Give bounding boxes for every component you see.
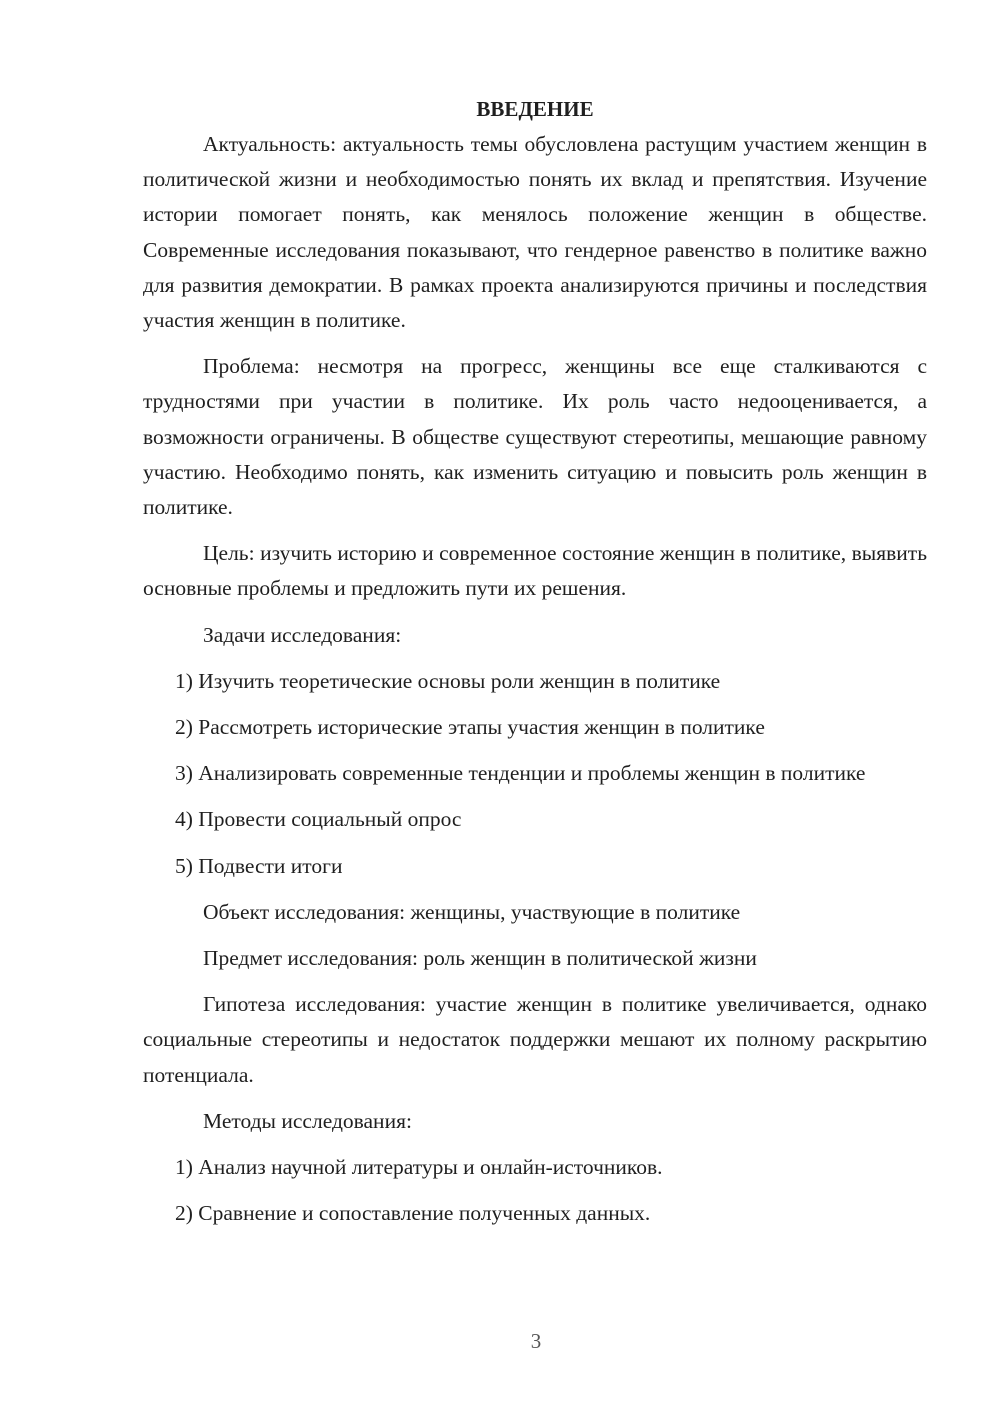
document-page — [143, 92, 927, 1242]
page-number: 3 — [530, 1329, 542, 1353]
task-item: 3) Анализировать современные тенденции и проблемы женщин в политике — [175, 761, 866, 786]
paragraph-hypothesis: Гипотеза исследования: участие женщин в политике увеличивается, однако социальные стереотипы и недостаток поддержки мешают их полному раскрытию потенциала. — [143, 992, 927, 1087]
paragraph-object: Объект исследования: женщины, участвующие в политике — [203, 899, 741, 924]
task-item: 5) Подвести итоги — [175, 853, 343, 878]
methods-heading: Методы исследования: — [203, 1108, 412, 1133]
tasks-heading: Задачи исследования: — [203, 622, 402, 647]
paragraph-relevance: Актуальность: актуальность темы обусловлена растущим участием женщин в политической жизни и необходимостью понять их вклад и препятствия. Изучение истории помогает понять, как менялось положение женщин в обществе. Современные исследования показывают, что гендерное равенство в политике важно для развития демократии. В рамках проекта анализируются причины и последствия участия женщин в политике. — [143, 132, 927, 333]
task-item: 4) Провести социальный опрос — [175, 807, 462, 832]
task-item: 1) Изучить теоретические основы роли женщин в политике — [175, 668, 721, 693]
paragraph-problem: Проблема: несмотря на прогресс, женщины все еще сталкиваются с трудностями при участии в политике. Их роль часто недооценивается, а возможности ограничены. В обществе существуют стереотипы, мешающие равному участию. Необходимо понять, как изменить ситуацию и повысить роль женщин в политике. — [143, 354, 927, 520]
page-title: ВВЕДЕНИЕ — [476, 97, 594, 121]
paragraph-goal: Цель: изучить историю и современное состояние женщин в политике, выявить основные проблемы и предложить пути их решения. — [143, 541, 927, 601]
method-item: 1) Анализ научной литературы и онлайн-источников. — [175, 1155, 663, 1180]
task-item: 2) Рассмотреть исторические этапы участия женщин в политике — [175, 715, 765, 740]
method-item: 2) Сравнение и сопоставление полученных данных. — [175, 1201, 651, 1226]
paragraph-subject: Предмет исследования: роль женщин в политической жизни — [203, 946, 757, 971]
